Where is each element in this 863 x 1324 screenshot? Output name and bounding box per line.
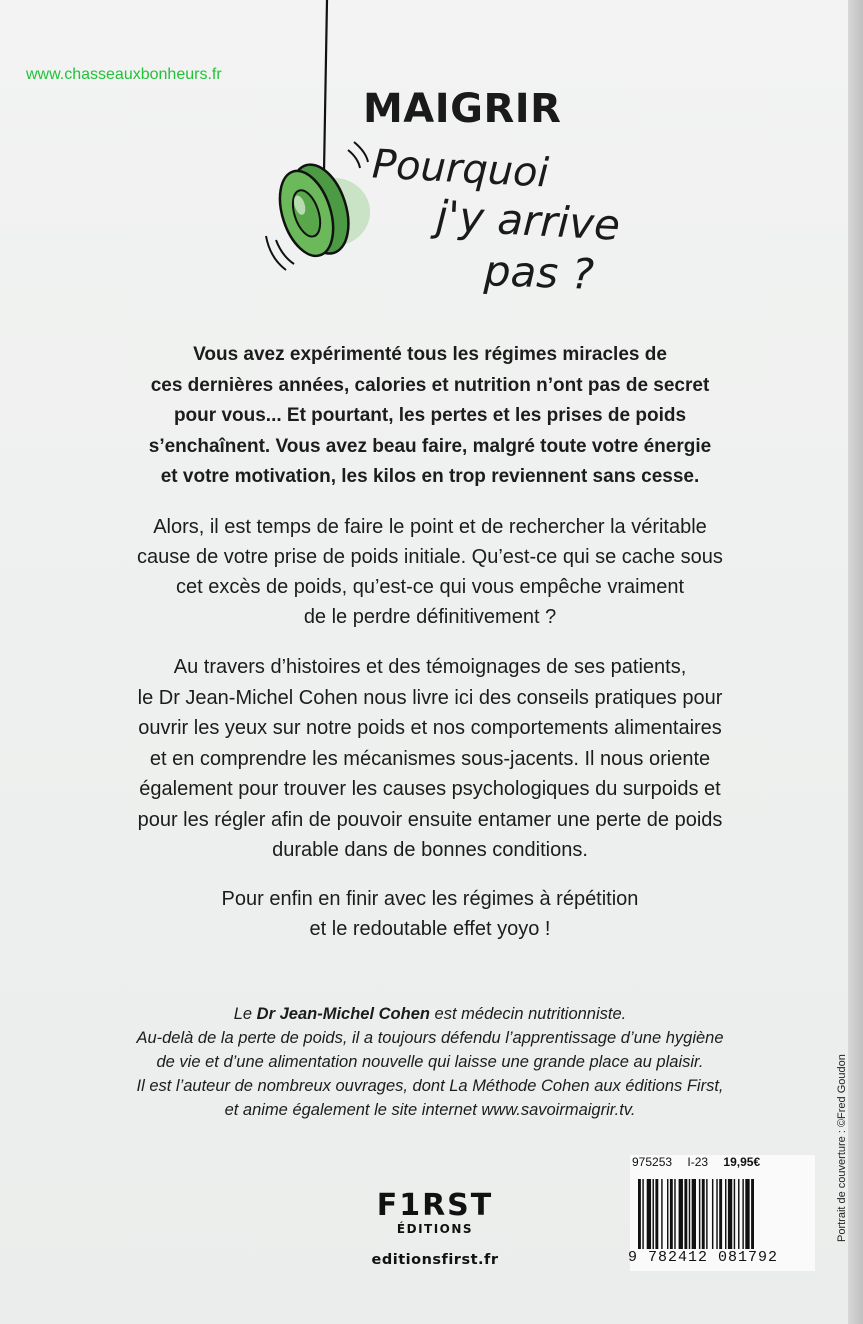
barcode-bar: [719, 1179, 722, 1249]
publisher-website[interactable]: editionsfirst.fr: [371, 1252, 499, 1268]
text-line: Il est l’auteur de nombreux ouvrages, dont La Méthode Cohen aux éditions First,: [136, 1077, 724, 1095]
yoyo-body: [269, 157, 358, 264]
barcode-bar: [706, 1179, 707, 1249]
barcode-bar: [667, 1179, 668, 1249]
publisher-logo-word: F1RST: [376, 1188, 494, 1223]
text-line: de le perdre définitivement ?: [303, 606, 557, 628]
text-line: pour vous... Et pourtant, les pertes et les prises de poids: [173, 405, 687, 426]
yoyo-illustration: [262, 0, 382, 290]
barcode-bar: [699, 1179, 700, 1249]
barcode-bars: [638, 1179, 810, 1249]
author-prefix: Le: [233, 1005, 257, 1023]
barcode-bar: [647, 1179, 651, 1249]
barcode-bar: [653, 1179, 654, 1249]
text-line: Au-delà de la perte de poids, il a toujours défendu l’apprentissage d’une hygiène: [136, 1029, 724, 1047]
barcode-bar: [742, 1179, 743, 1249]
text-line: et anime également le site internet www.savoirmaigrir.tv.: [224, 1101, 636, 1119]
text-line: Pour enfin en finir avec les régimes à répétition: [221, 888, 639, 910]
barcode-bar: [638, 1179, 641, 1249]
text-line: de vie et d’une alimentation nouvelle qui laisse une grande place au plaisir.: [156, 1053, 704, 1071]
text-line: s’enchaînent. Vous avez beau faire, malgré toute votre énergie: [148, 435, 712, 457]
author-bio-first-line: [90, 1002, 770, 1026]
barcode-bar: [716, 1179, 717, 1249]
barcode-bar: [702, 1179, 705, 1249]
barcode-code: 975253: [632, 1155, 673, 1169]
author-suffix: est médecin nutritionniste.: [429, 1005, 627, 1023]
text-line: durable dans de bonnes conditions.: [272, 839, 588, 861]
third-paragraph: [80, 652, 780, 866]
text-line: Alors, il est temps de faire le point et de rechercher la véritable: [153, 516, 707, 538]
barcode-bar: [674, 1179, 675, 1249]
text-line: et votre motivation, les kilos en trop reviennent sans cesse.: [160, 466, 700, 487]
text-line: et le redoutable effet yoyo !: [309, 918, 551, 940]
text-line: également pour trouver les causes psychologiques du surpoids et: [139, 778, 721, 800]
barcode-bar: [661, 1179, 662, 1249]
barcode-bar: [655, 1179, 658, 1249]
intro-paragraph: [80, 340, 780, 493]
watermark-link[interactable]: www.chasseauxbonheurs.fr: [26, 66, 222, 83]
barcode-isbn: 9 782412 081792: [628, 1249, 779, 1266]
text-line: cause de votre prise de poids initiale. Qu’est-ce qui se cache sous: [137, 546, 723, 568]
text-line: le Dr Jean-Michel Cohen nous livre ici des conseils pratiques pour: [137, 686, 723, 709]
barcode-bar: [692, 1179, 696, 1249]
author-bio: [90, 1002, 770, 1122]
text-line: pour les régler afin de pouvoir ensuite entamer une perte de poids: [137, 808, 723, 831]
text-line: ces dernières années, calories et nutrition n’ont pas de secret: [150, 374, 710, 396]
barcode-bar: [751, 1179, 754, 1249]
barcode-bar: [679, 1179, 683, 1249]
barcode-header: [632, 1155, 772, 1169]
cover-edge: [848, 0, 863, 1324]
barcode-bar: [728, 1179, 732, 1249]
barcode-bar: [670, 1179, 673, 1249]
author-name: Dr Jean-Michel Cohen: [256, 1005, 430, 1023]
text-line: Vous avez expérimenté tous les régimes miracles de: [193, 344, 667, 365]
barcode-bar: [712, 1179, 713, 1249]
closing-paragraph: [80, 884, 780, 944]
yoyo-string: [324, 0, 327, 172]
text-line: Au travers d’histoires et des témoignages de ses patients,: [173, 656, 687, 678]
motion-line-top: [348, 150, 360, 168]
barcode-bar: [745, 1179, 749, 1249]
publisher-logo: [360, 1190, 510, 1236]
barcode-bar: [734, 1179, 735, 1249]
barcode-edition: I-23: [687, 1155, 709, 1169]
subtitle-line-2: j'y arrive: [434, 191, 622, 250]
barcode-bar: [689, 1179, 690, 1249]
second-paragraph: [80, 512, 780, 632]
text-line: cet excès de poids, qu’est-ce qui vous empêche vraiment: [175, 576, 685, 598]
barcode-bar: [738, 1179, 739, 1249]
text-line: et en comprendre les mécanismes sous-jacents. Il nous oriente: [149, 747, 711, 770]
book-title: MAIGRIR: [363, 86, 562, 132]
barcode-price: 19,95€: [723, 1155, 761, 1169]
publisher-logo-sub: ÉDITIONS: [396, 1222, 474, 1236]
motion-line-bottom-2: [276, 240, 294, 264]
subtitle-line-3: pas ?: [483, 246, 595, 299]
barcode-bar: [725, 1179, 726, 1249]
photo-credit: Portrait de couverture : ©Fred Goudon: [836, 1054, 848, 1242]
barcode-block: [630, 1155, 815, 1271]
text-line: ouvrir les yeux sur notre poids et nos comportements alimentaires: [138, 717, 722, 739]
barcode-bar: [684, 1179, 687, 1249]
barcode-bar: [642, 1179, 643, 1249]
subtitle-line-1: Pourquoi: [370, 141, 550, 197]
